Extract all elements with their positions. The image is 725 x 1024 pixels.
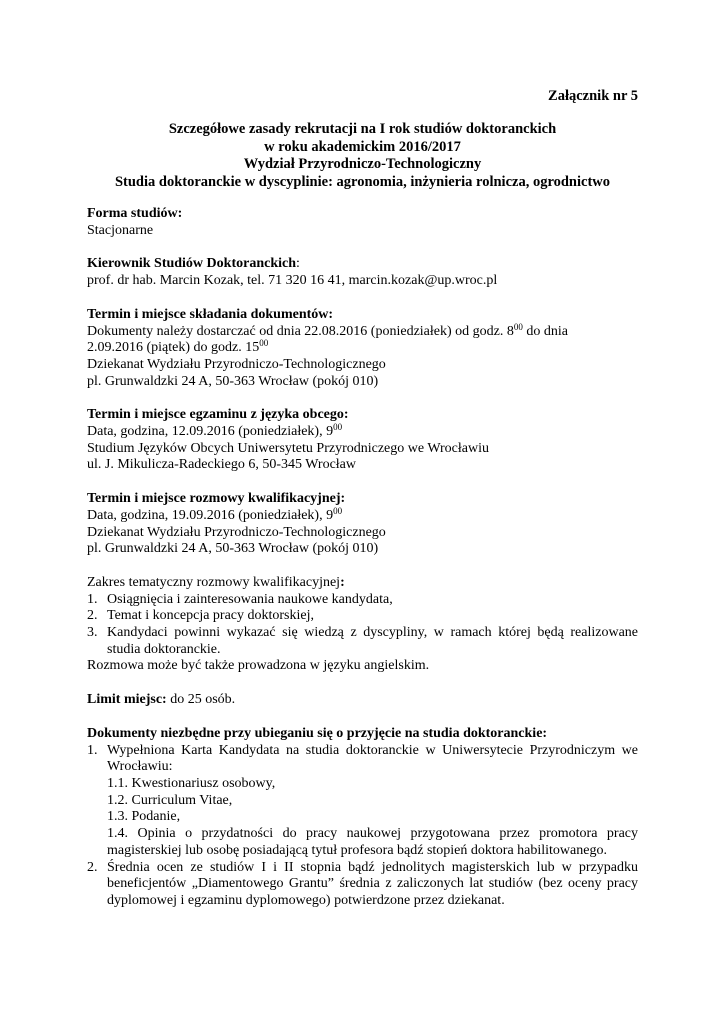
sublist-item: 1.1. Kwestionariusz osobowy, <box>107 775 276 791</box>
list-item: 1. Wypełniona Karta Kandydata na studia doktoranckie w Uniwersytecie Przyrodniczym we Wrocławiu: 1.1. Kwestionariusz osobowy, 1.2. Curriculum Vitae, 1.3. Podanie, 1.4. Opinia o przydatności do pracy naukowej przygotowana przez promotora pracy magisterskiej lub osobę posiadającą tytuł profesora bądź stopień doktora habilitowanego. <box>87 742 638 858</box>
scope-intro: Zakres tematyczny rozmowy kwalifikacyjnej <box>87 574 341 590</box>
head-heading: Kierownik Studiów Doktoranckich <box>87 256 296 272</box>
list-item: 1. Osiągnięcia i zainteresowania naukowe kandydata, <box>87 591 393 607</box>
scope-section <box>87 575 638 675</box>
form-heading: Forma studiów: <box>87 206 183 221</box>
language-exam-line-3: ul. J. Mikulicza-Radeckiego 6, 50-345 Wrocław <box>87 457 356 473</box>
scope-list <box>87 592 638 659</box>
title-line-1: Szczegółowe zasady rekrutacji na I rok studiów doktoranckich <box>168 121 557 137</box>
language-exam-line-1: Data, godzina, 12.09.2016 (poniedziałek), $9^{00}$ <box>87 422 343 440</box>
head-value: prof. dr hab. Marcin Kozak, tel. 71 320 16 41, marcin.kozak@up.wroc.pl <box>87 273 498 289</box>
list-item: 3. Kandydaci powinni wykazać się wiedzą z dyscypliny, w ramach której będą realizowane studia doktoranckie. <box>87 625 638 657</box>
document-body <box>87 206 638 927</box>
title-line-3: Wydział Przyrodniczo-Technologiczny <box>243 156 482 172</box>
interview-heading: Termin i miejsce rozmowy kwalifikacyjnej: <box>87 491 346 507</box>
docs-deadline-section <box>87 307 638 391</box>
title-line-4: Studia doktoranckie w dyscyplinie: agronomia, inżynieria rolnicza, ogrodnictwo <box>114 173 611 190</box>
docs-deadline-line-2: 2.09.2016 (piątek) do godz. $15^{00}$ <box>87 338 269 356</box>
form-section <box>87 206 638 239</box>
limit-label: Limit miejsc: <box>87 692 167 708</box>
scope-note: Rozmowa może być także prowadzona w języku angielskim. <box>87 658 430 674</box>
list-item: 2. Temat i koncepcja pracy doktorskiej, <box>87 608 314 624</box>
interview-section <box>87 491 638 558</box>
documents-heading: Dokumenty niezbędne przy ubieganiu się o przyjęcie na studia doktoranckie: <box>87 725 548 741</box>
head-colon: : <box>296 256 300 272</box>
interview-line-3: pl. Grunwaldzki 24 A, 50-363 Wrocław (pokój 010) <box>87 541 379 557</box>
docs-deadline-heading: Termin i miejsce składania dokumentów: <box>87 306 334 322</box>
limit-section <box>87 692 638 709</box>
annex-label: Załącznik nr 5 <box>548 88 638 104</box>
documents-section <box>87 726 638 910</box>
head-section <box>87 256 638 289</box>
language-exam-line-2: Studium Języków Obcych Uniwersytetu Przyrodniczego we Wrocławiu <box>87 440 489 456</box>
document-title <box>0 121 725 191</box>
scope-colon: : <box>340 574 345 590</box>
sublist-item: 1.4. Opinia o przydatności do pracy naukowej przygotowana przez promotora pracy magisterskiej lub osobę posiadającą tytuł profesora bądź stopień doktora habilitowanego. <box>107 826 638 858</box>
documents-sublist <box>107 776 638 860</box>
language-exam-section <box>87 407 638 474</box>
form-value: Stacjonarne <box>87 222 154 238</box>
interview-line-1: Data, godzina, 19.09.2016 (poniedziałek), $9^{00}$ <box>87 505 343 523</box>
sublist-item: 1.2. Curriculum Vitae, <box>107 792 233 808</box>
documents-list <box>87 743 638 910</box>
docs-deadline-line-1: Dokumenty należy dostarczać od dnia 22.08.2016 (poniedziałek) od godz. $8^{00}$ do dnia <box>87 321 568 339</box>
interview-line-2: Dziekanat Wydziału Przyrodniczo-Technologicznego <box>87 524 386 540</box>
limit-value: do 25 osób. <box>166 692 236 708</box>
list-item: 2. Średnia ocen ze studiów I i II stopnia bądź jednolitych magisterskich lub w przypadku beneficjentów „Diamentowego Grantu” średnia z zaliczonych lat studiów (bez oceny pracy dyplomowej i egzaminu dyplomowego) potwierdzone przez dziekanat. <box>87 859 638 908</box>
title-line-2: w roku akademickim 2016/2017 <box>264 138 461 155</box>
sublist-item: 1.3. Podanie, <box>107 809 181 825</box>
docs-deadline-line-4: pl. Grunwaldzki 24 A, 50-363 Wrocław (pokój 010) <box>87 373 379 389</box>
docs-deadline-line-3: Dziekanat Wydziału Przyrodniczo-Technologicznego <box>87 356 386 372</box>
language-exam-heading: Termin i miejsce egzaminu z języka obcego: <box>87 407 349 423</box>
